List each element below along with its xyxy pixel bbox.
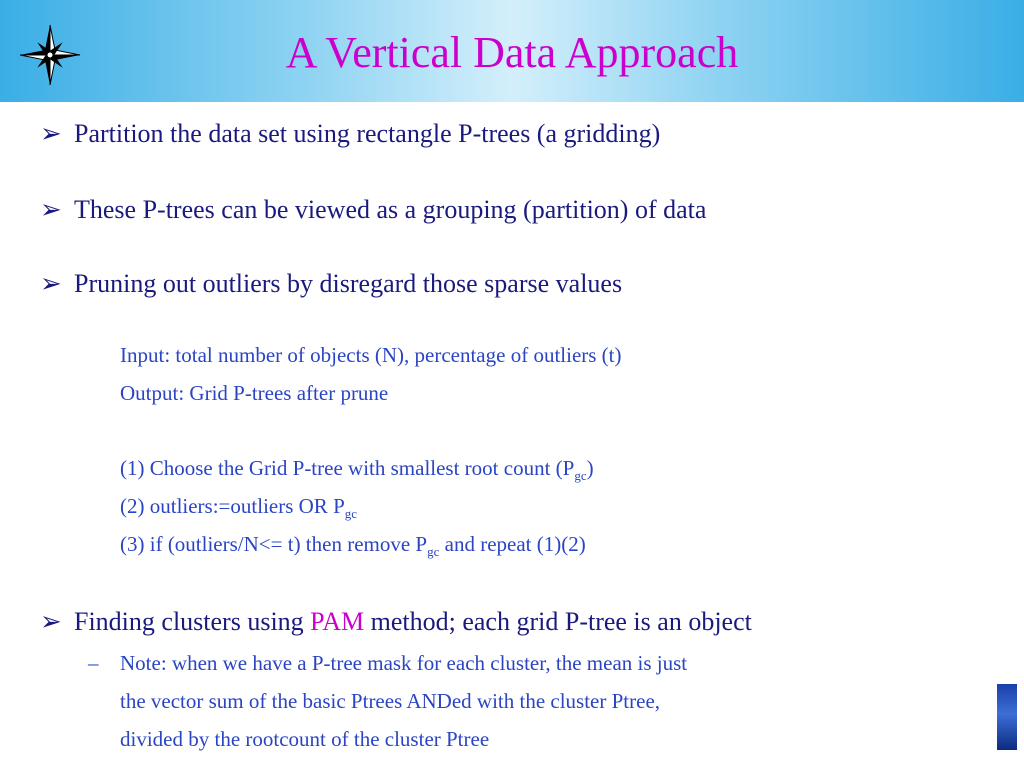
bullet-grouping xyxy=(40,194,706,226)
decorative-image xyxy=(997,684,1017,750)
arrow-bullet-icon: ➢ xyxy=(40,607,62,636)
arrow-bullet-icon: ➢ xyxy=(40,269,62,298)
step-text: (2) outliers:=outliers OR P xyxy=(120,494,345,518)
prune-step-2 xyxy=(120,493,357,519)
step-text: (3) if (outliers/N<= t) then remove P xyxy=(120,532,428,556)
prune-input: Input: total number of objects (N), percentage of outliers (t) xyxy=(120,343,622,367)
step-text: ) xyxy=(586,456,594,480)
note-dash: – xyxy=(88,651,99,675)
step-text: (1) Choose the Grid P-tree with smallest root count (P xyxy=(120,456,575,480)
step-text: and repeat (1)(2) xyxy=(439,532,586,556)
bullet-text: Pruning out outliers by disregard those sparse values xyxy=(74,269,623,298)
bullet-partition xyxy=(40,118,660,150)
subscript: gc xyxy=(427,544,440,559)
subscript: gc xyxy=(574,468,587,483)
prune-step-1 xyxy=(120,455,594,481)
subscript: gc xyxy=(344,506,358,521)
bullet-pruning xyxy=(40,268,622,300)
bullet-text: Partition the data set using rectangle P-trees (a gridding) xyxy=(74,119,661,148)
prune-output: Output: Grid P-trees after prune xyxy=(120,381,389,405)
arrow-bullet-icon: ➢ xyxy=(40,195,62,224)
bullet-text: method; each grid P-tree is an object xyxy=(364,607,752,636)
arrow-bullet-icon: ➢ xyxy=(40,119,62,148)
title-bar xyxy=(0,0,1024,102)
prune-step-3 xyxy=(120,531,586,557)
note-line-2: the vector sum of the basic Ptrees ANDed with the cluster Ptree, xyxy=(120,689,661,713)
bullet-text: Finding clusters using xyxy=(74,607,311,636)
pam-highlight: PAM xyxy=(310,607,365,636)
note-line-1: Note: when we have a P-tree mask for each cluster, the mean is just xyxy=(120,651,688,675)
bullet-clusters xyxy=(40,606,752,638)
bullet-text: These P-trees can be viewed as a grouping (partition) of data xyxy=(74,195,707,224)
note-line-3: divided by the rootcount of the cluster Ptree xyxy=(120,727,490,751)
slide-title: A Vertical Data Approach xyxy=(285,28,739,77)
